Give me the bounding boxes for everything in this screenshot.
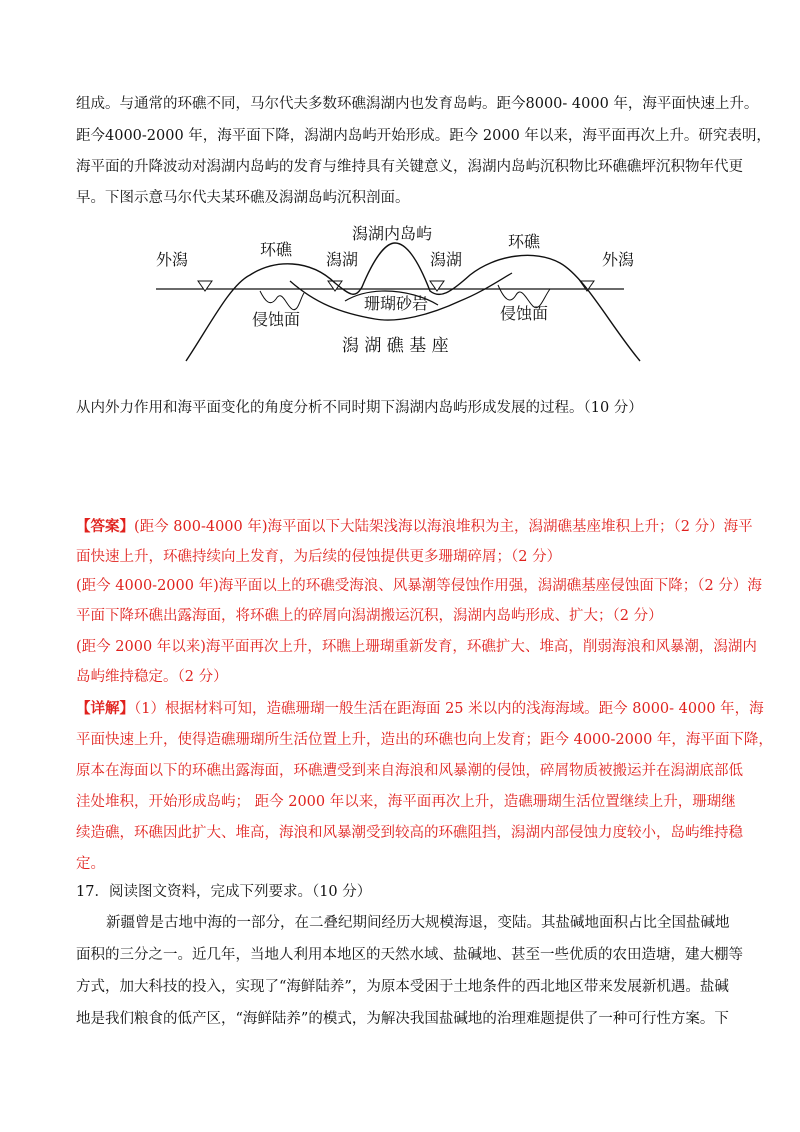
answer-line: 面快速上升，环礁持续向上发育，为后续的侵蚀提供更多珊瑚碎屑；（2 分） bbox=[76, 549, 562, 565]
q17-line: 方式，加大科技的投入，实现了“海鲜陆养”，为原本受困于土地条件的西北地区带来发展新机遇。盐碱 bbox=[76, 979, 729, 995]
intro-line: 早。下图示意马尔代夫某环礁及潟湖岛屿沉积剖面。 bbox=[76, 190, 410, 206]
q17-line: 地是我们粮食的低产区，“海鲜陆养”的模式，为解决我国盐碱地的治理难题提供了一种可行性方案。下 bbox=[76, 1011, 729, 1027]
detail-line: 原本在海面以下的环礁出露海面，环礁遭受到来自海浪和风暴潮的侵蚀，碎屑物质被搬运并在潟湖底部低 bbox=[76, 763, 743, 779]
detail-line-text: （1）根据材料可知，造礁珊瑚一般生活在距海面 25 米以内的浅海海域。距今 8000- 4000 年，海 bbox=[134, 701, 764, 717]
answer-tag: 【答案】 bbox=[76, 518, 134, 535]
answer-line: (距今 4000-2000 年)海平面以上的环礁受海浪、风暴潮等侵蚀作用强，潟湖礁基座侵蚀面下降；（2 分）海 bbox=[76, 578, 762, 594]
detail-line: 续造礁，环礁因此扩大、堆高，海浪和风暴潮受到较高的环礁阻挡，潟湖内部侵蚀力度较小，岛屿维持稳 bbox=[76, 825, 743, 841]
intro-line: 海平面的升降波动对潟湖内岛屿的发育与维持具有关键意义，潟湖内岛屿沉积物比环礁礁坪沉积物年代更 bbox=[76, 159, 743, 175]
label-coral-sandstone: 珊瑚砂岩 bbox=[364, 294, 429, 313]
detail-tag: 【详解】 bbox=[76, 700, 134, 717]
label-atoll-right: 环礁 bbox=[508, 232, 541, 251]
label-outer-lagoon-left: 外潟 bbox=[156, 250, 189, 269]
answer-line-text: (距今 800-4000 年)海平面以下大陆架浅海以海浪堆积为主，潟湖礁基座堆积上升；（2 分）海平 bbox=[134, 519, 753, 535]
label-lagoon-left: 潟湖 bbox=[326, 250, 359, 269]
detail-line: 平面快速上升，使得造礁珊瑚所生活位置上升，造出的环礁也向上发育；距今 4000-2000 年，海平面下降， bbox=[76, 732, 773, 748]
q17-heading: 17．阅读图文资料，完成下列要求。（10 分） bbox=[76, 884, 372, 900]
label-lagoon-island: 潟湖内岛屿 bbox=[352, 224, 433, 243]
answer-line bbox=[76, 517, 753, 537]
wavy-erosion-left bbox=[260, 291, 304, 310]
question-text: 从内外力作用和海平面变化的角度分析不同时期下潟湖内岛屿形成发展的过程。（10 分） bbox=[76, 400, 643, 416]
detail-line bbox=[76, 699, 764, 719]
label-erosion-left: 侵蚀面 bbox=[252, 310, 301, 329]
q17-line: 新疆曾是古地中海的一部分，在二叠纪期间经历大规模海退，变陆。其盐碱地面积占比全国盐碱地 bbox=[106, 915, 730, 931]
label-atoll-left: 环礁 bbox=[260, 240, 293, 259]
intro-line: 距今4000-2000 年，海平面下降，潟湖内岛屿开始形成。距今 2000 年以来，海平面再次上升。研究表明， bbox=[76, 128, 771, 144]
detail-line: 定。 bbox=[76, 856, 105, 872]
q17-line: 面积的三分之一。近几年，当地人利用本地区的天然水域、盐碱地、甚至一些优质的农田造塘，建大棚等 bbox=[76, 947, 743, 963]
label-lagoon-base: 潟 湖 礁 基 座 bbox=[342, 336, 449, 356]
answer-line: 岛屿维持稳定。（2 分） bbox=[76, 669, 228, 685]
intro-line: 组成。与通常的环礁不同，马尔代夫多数环礁潟湖内也发育岛屿。距今8000- 4000 年，海平面快速上升。 bbox=[76, 96, 759, 112]
answer-line: (距今 2000 年以来)海平面再次上升，环瞧上珊瑚重新发育，环礁扩大、堆高，削弱海浪和风暴潮，潟湖内 bbox=[76, 639, 757, 655]
label-lagoon-right: 潟湖 bbox=[430, 250, 463, 269]
detail-line: 洼处堆积，开始形成岛屿； 距今 2000 年以来，海平面再次上升，造礁珊瑚生活位置继续上升，珊瑚继 bbox=[76, 794, 736, 810]
label-outer-lagoon-right: 外潟 bbox=[602, 250, 635, 269]
answer-line: 平面下降环礁出露海面，将环礁上的碎屑向潟湖搬运沉积，潟湖内岛屿形成、扩大；（2 分） bbox=[76, 608, 663, 624]
atoll-profile-diagram bbox=[140, 215, 660, 375]
label-erosion-right: 侵蚀面 bbox=[500, 304, 549, 323]
